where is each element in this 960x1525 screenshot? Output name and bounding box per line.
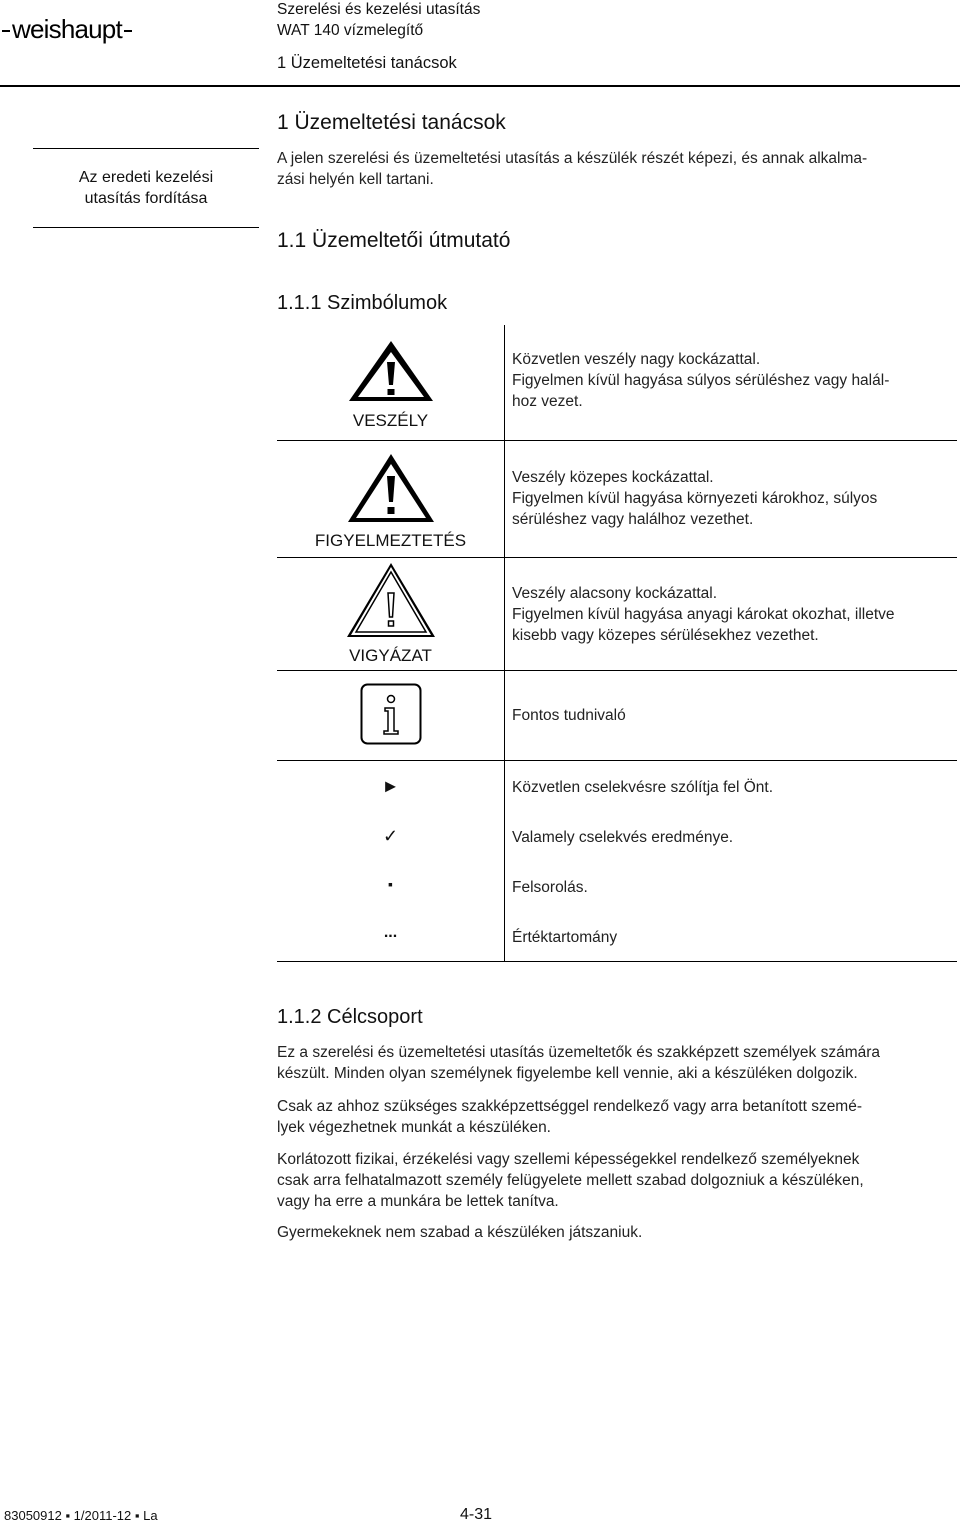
ellipsis-icon: ... (383, 924, 398, 941)
page-number: 4-31 (460, 1506, 493, 1523)
danger-triangle-icon (346, 338, 436, 404)
header-divider (0, 85, 960, 87)
marker-description: Valamely cselekvés eredménye. (512, 829, 734, 846)
table-row-divider (277, 557, 957, 558)
checkmark-icon: ✓ (382, 826, 399, 846)
sidebar-rule-bottom (33, 227, 259, 228)
symbol-cell-info (277, 683, 504, 750)
table-row-divider (277, 961, 957, 962)
warning-triangle-icon (346, 452, 436, 524)
square-bullet-icon: ▪ (388, 876, 393, 892)
marker-description: Közvetlen cselekvésre szólítja fel Önt. (512, 779, 774, 796)
table-divider-vertical (504, 325, 505, 962)
info-description: Fontos tudnivaló (512, 707, 626, 724)
arrow-right-icon: ► (381, 776, 400, 796)
paragraph: Korlátozott fizikai, érzékelési vagy szellemi képességekkel rendelkező személyeknek csak arra felhatalmazott személy felügyelete mellett szabad dolgozniuk a készüléken, vagy ha erre a munkára be lettek tanítva. (277, 1151, 864, 1210)
caution-triangle-icon (345, 561, 437, 639)
symbol-cell-danger (277, 338, 504, 431)
doc-title: Szerelési és kezelési utasítás (277, 1, 481, 18)
paragraph: Gyermekeknek nem szabad a készüléken játszaniuk. (277, 1224, 643, 1241)
paragraph: Csak az ahhoz szükséges szakképzettséggel rendelkező vagy arra betanított szemé- lyek végezhetnek munkát a készüléken. (277, 1098, 863, 1136)
info-icon (360, 683, 422, 745)
translation-note: Az eredeti kezelési utasítás fordítása (78, 169, 214, 207)
intro-paragraph: A jelen szerelési és üzemeltetési utasítás a készülék részét képezi, és annak alkalma- zási helyén kell tartani. (277, 150, 868, 188)
caution-label: VIGYÁZAT (349, 646, 432, 665)
warning-description: Veszély közepes kockázattal. Figyelmen kívül hagyása környezeti károkhoz, súlyos sérüléshez vagy halálhoz vezethet. (512, 469, 878, 528)
doc-code: 83050912 ▪ 1/2011-12 ▪ La (4, 1508, 158, 1523)
symbol-cell-warning (277, 452, 504, 551)
section-title: 1 Üzemeltetési tanácsok (277, 111, 506, 134)
table-row-divider (277, 760, 957, 761)
table-row-divider (277, 670, 957, 671)
caution-description: Veszély alacsony kockázattal. Figyelmen kívül hagyása anyagi károkat okozhat, illetve kisebb vagy közepes sérülésekhez vezethet. (512, 585, 895, 644)
symbol-cell-caution (277, 561, 504, 666)
weishaupt-logo: weishaupt (0, 14, 134, 45)
table-row-divider (277, 440, 957, 441)
subsection-title: 1.1 Üzemeltetői útmutató (277, 229, 511, 252)
marker-description: Felsorolás. (512, 879, 588, 896)
target-group-title: 1.1.2 Célcsoport (277, 1006, 423, 1028)
marker-description: Értéktartomány (512, 929, 618, 946)
paragraph: Ez a szerelési és üzemeltetési utasítás üzemeltetők és szakképzett személyek számára készült. Minden olyan személynek figyelembe kell vennie, aki a készüléken dolgozik. (277, 1044, 881, 1082)
danger-description: Közvetlen veszély nagy kockázattal. Figyelmen kívül hagyása súlyos sérüléshez vagy halál- hoz vezet. (512, 351, 890, 410)
sidebar-rule-top (33, 148, 259, 149)
danger-label: VESZÉLY (352, 411, 429, 430)
symbols-title: 1.1.1 Szimbólumok (277, 292, 448, 314)
device-name: WAT 140 vízmelegítő (277, 22, 424, 39)
warning-label: FIGYELMEZTETÉS (314, 531, 467, 550)
chapter-header: 1 Üzemeltetési tanácsok (277, 54, 457, 72)
